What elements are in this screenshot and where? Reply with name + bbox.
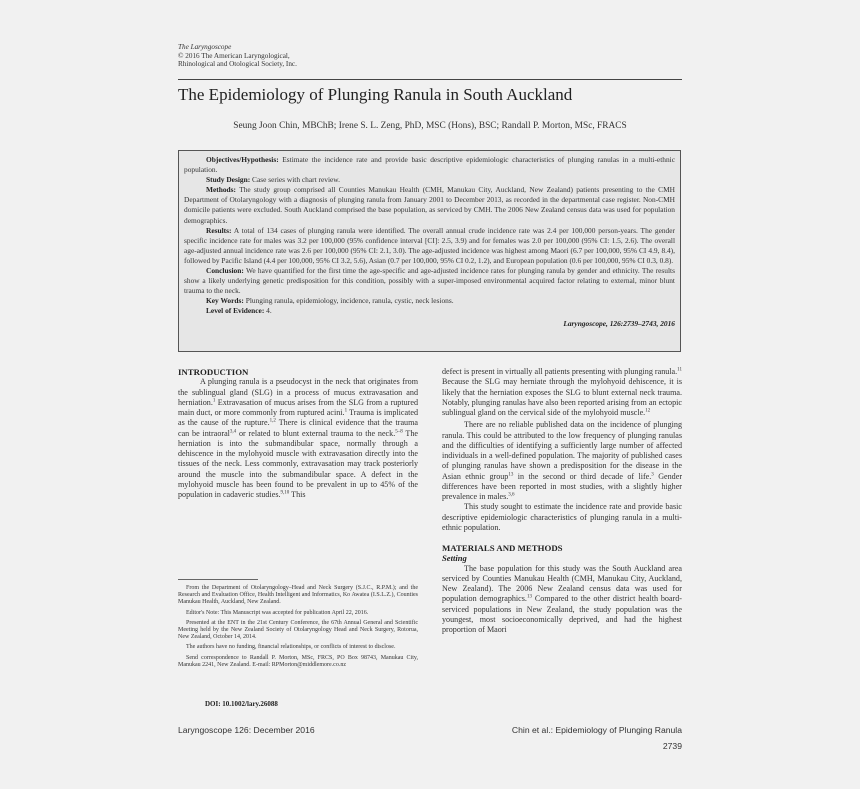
keywords-label: Key Words: — [206, 296, 244, 306]
right-text-7: The base population for this study was the South Auckland area serviced by Counties Manukau Health (CMH, Manukau City, Auckland, New Zealand). The 2006 New Zealand census data was used for population demographics. — [442, 563, 682, 604]
intro-text-3: Trauma is implicated as the cause of the rupture. — [178, 408, 419, 428]
title-rule — [178, 79, 682, 80]
introduction-paragraph — [178, 377, 418, 500]
conclusion-label: Conclusion: — [206, 266, 244, 276]
incidence-paragraph — [442, 420, 682, 502]
copyright-line-2: Rhinological and Otological Society, Inc. — [178, 60, 297, 69]
footnote-rule — [178, 579, 258, 580]
design-label: Study Design: — [206, 175, 251, 185]
disclosure-footnote: The authors have no funding, financial relationships, or conflicts of interest to disclose. — [186, 644, 396, 651]
intro-text-2: Extravasation of mucus arises from the SLG from a ruptured main duct, or more commonly from ruptured acini. — [178, 397, 418, 417]
intro-text-4: There is clinical evidence that the trauma can be intraoral — [178, 418, 418, 438]
intro-text-1: A plunging ranula is a pseudocyst in the neck that originates from the sublingual gland (SLG) in a process of mucus extravasation and herniation. — [178, 377, 418, 407]
page-number: 2739 — [662, 741, 682, 751]
methods-label: Methods: — [206, 185, 236, 195]
affiliation-footnote: From the Department of Otolaryngology–Head and Neck Surgery (S.J.C., R.P.M.); and the Research and Evaluation Office, Health Intelligent and Informatics, Ko Awatea (I.S.L.Z.), Counties Manukau Health, Auckland, New Zealand. — [178, 585, 418, 606]
right-text-4: in the second or third decade of life. — [513, 471, 652, 481]
design-text: Case series with chart review. — [252, 175, 340, 185]
intro-text-7: This — [289, 490, 306, 499]
setting-heading: Setting — [442, 553, 467, 564]
right-text-8: Compared to the other district health board-serviced populations in New Zealand, the study population was the youngest, most socioeconomically deprived, and had the highest proportion of Maori — [442, 594, 682, 634]
copyright-line-1: © 2016 The American Laryngological, — [178, 51, 290, 60]
setting-paragraph — [442, 564, 682, 636]
reference-marker: 5–8 — [395, 428, 403, 434]
conclusion-text: We have quantified for the first time the age-specific and age-adjusted incidence rates for plunging ranula by gender and ethnicity. The results show a likely underlying genetic predisposition for this condition, possibly with a super-imposed environmental acquired factor relating to external, minor blunt trauma to the neck. — [184, 266, 675, 296]
right-column — [442, 367, 682, 635]
reference-marker: 9,10 — [280, 490, 290, 496]
presentation-footnote: Presented at the ENT in the 21st Century Conference, the 67th Annual General and Scientific Meeting held by the New Zealand Society of Otolaryngology Head and Neck Surgery, Rotorua, New Zealand, October 14, 2014. — [178, 619, 418, 641]
correspondence-footnote: Send correspondence to Randall P. Morton, MSc, FRCS, PO Box 98743, Manukau City, Manukau 2241, New Zealand. E-mail: RPMorton@middlemore.co.nz — [178, 654, 418, 668]
reference-marker: 13 — [526, 594, 532, 600]
footnotes — [178, 585, 418, 672]
aim-paragraph: This study sought to estimate the incidence rate and provide basic descriptive epidemiologic characteristics of plunging ranula in a multi-ethnic population. — [442, 502, 682, 532]
right-text-1: defect is present in virtually all patients presenting with plunging ranula. — [442, 367, 678, 376]
right-text-3: There are no reliable published data on the incidence of plunging ranula. This could be attributed to the low frequency of plunging ranulas and the difficulties of identifying a sufficiently large number of affected individuals in a well-defined population. The majority of published cases of plunging ranulas have shown a predisposition for the disease in the Asian ethnic group — [442, 420, 682, 481]
footer-journal: Laryngoscope 126: December 2016 — [178, 725, 315, 735]
left-column — [178, 367, 418, 500]
evidence-text: 4. — [266, 306, 272, 316]
doi: DOI: 10.1002/lary.26088 — [205, 700, 278, 708]
reference-marker: 3,4 — [229, 428, 237, 434]
intro-text-6: The herniation is into the submandibular space, normally through a dehiscence in the mylohyoid muscle with extravasation directly into the tissues of the neck. Less commonly, extravasation may track posteriorly around the muscle into the submandibular space. A defect in the mylohyoid muscle has been found to be prevalent in up to 45% of the population in cadaveric studies. — [178, 428, 418, 499]
results-text: A total of 134 cases of plunging ranula were identified. The overall annual crude incidence rate was 2.4 per 100,000 person-years. The gender specific incidence rate for males was 3.2 per 100,000 (95% confidence interval [CI]: 2.5, 3.9) and for females was 2.0 per 100,000 (95% CI: 1.5, 2.6). The overall age-adjusted annual incidence rate was 2.6 per 100,000 (95% CI: 2.1, 3.0). The age-adjusted incidence was highest among Maori (6.7 per 100,000, 95% CI 4.9, 8.4), followed by Pacific Island (4.4 per 100,000, 95% CI 3.2, 5.6), Asian (0.7 per 100,000, 95% CI 0.2, 1.2), and European population (0.6 per 100,000, 95% CI 0.3, 0.8). — [184, 225, 675, 265]
journal-citation: Laryngoscope, 126:2739–2743, 2016 — [563, 318, 675, 328]
methods-heading: MATERIALS AND METHODS — [442, 543, 563, 553]
journal-header — [178, 43, 297, 69]
reference-marker: 3 — [651, 471, 654, 477]
reference-marker: 3,6 — [508, 492, 515, 498]
abstract-box — [178, 150, 681, 352]
paper-title: The Epidemiology of Plunging Ranula in South Auckland — [178, 85, 573, 104]
reference-marker: 1,2 — [269, 418, 276, 424]
right-text-2: Because the SLG may herniate through the mylohyoid dehiscence, it is likely that the herniation exposes the SLG to blunt external neck trauma. Notably, plunging ranulas have also been reported arising from an ectopic sublingual gland on the cervical side of the mylohyoid muscle. — [442, 377, 682, 417]
footer-running-title: Chin et al.: Epidemiology of Plunging Ranula — [511, 725, 682, 735]
objectives-text: Estimate the incidence rate and provide basic descriptive epidemiologic characteristics of plunging ranulas in a multi-ethnic population. — [184, 155, 675, 175]
editor-note-footnote: Editor's Note: This Manuscript was accepted for publication April 22, 2016. — [186, 609, 369, 616]
methods-text: The study group comprised all Counties Manukau Health (CMH, Manukau City, Auckland, New Zealand) patients presenting to the CMH Department of Otolaryngology with a diagnosis of plunging ranula from January 2001 to December 2013, as recorded in the departmental case register. Non-CMH domicile patients were excluded. South Auckland comprised the base population, as serviced by CMH. The 2006 New Zealand census data was used for population demographics. — [184, 185, 675, 225]
author-list: Seung Joon Chin, MBChB; Irene S. L. Zeng, PhD, MSC (Hons), BSC; Randall P. Morton, MSc, FRACS — [233, 121, 627, 131]
objectives-label: Objectives/Hypothesis: — [206, 155, 279, 164]
reference-marker: 1 — [344, 408, 348, 414]
results-label: Results: — [206, 225, 232, 235]
evidence-label: Level of Evidence: — [206, 306, 265, 316]
reference-marker: 1 — [212, 398, 216, 404]
intro-text-5: or related to blunt external trauma to the neck. — [236, 428, 396, 438]
right-text-5: Gender differences have been reported in most studies, with a slightly higher prevalence in males. — [442, 471, 683, 501]
keywords-text: Plunging ranula, epidemiology, incidence, ranula, cystic, neck lesions. — [245, 296, 454, 306]
reference-marker: 12 — [645, 408, 651, 414]
continued-paragraph — [442, 367, 682, 418]
reference-marker: 11 — [677, 367, 682, 373]
journal-name: The Laryngoscope — [178, 43, 232, 51]
reference-marker: 13 — [508, 471, 514, 477]
introduction-heading: INTRODUCTION — [178, 367, 249, 377]
